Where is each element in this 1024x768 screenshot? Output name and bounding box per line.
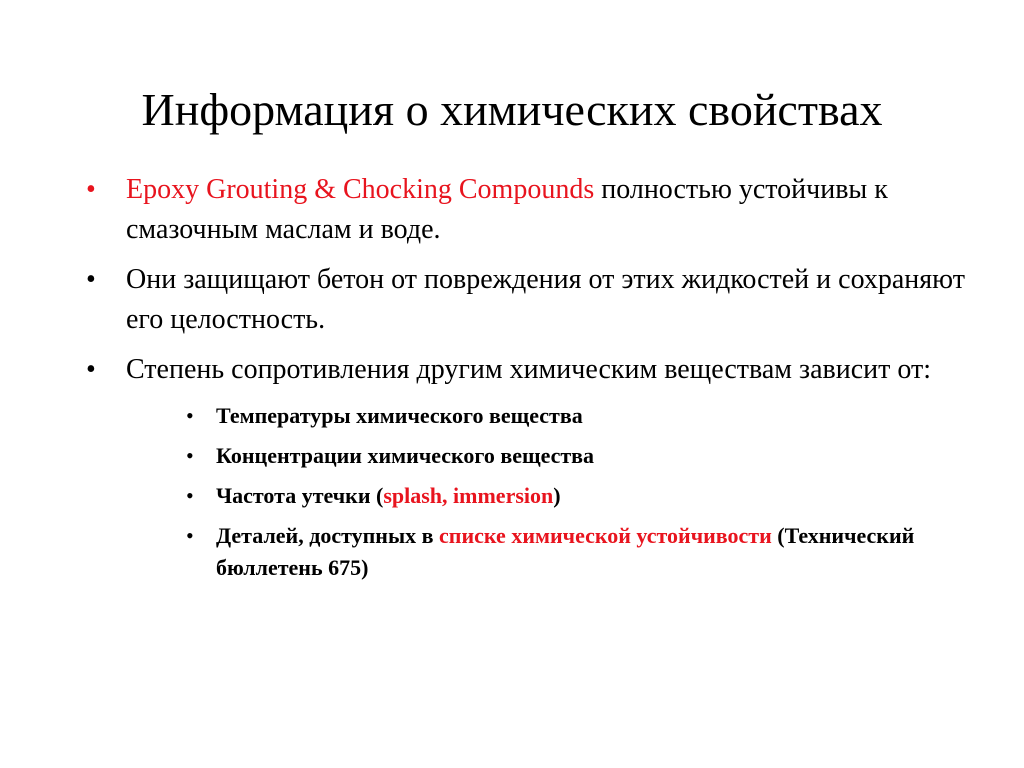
bullet-highlight: Epoxy Grouting & Chocking Compounds [126, 174, 595, 205]
sub-bullet-item [186, 440, 946, 472]
bullet-item [86, 170, 966, 250]
sub-bullet-marker: • [186, 483, 194, 508]
bullet-list [86, 170, 966, 594]
sub-bullet-text: Деталей, доступных в [216, 523, 440, 548]
bullet-text: полностью устойчивы к смазочным маслам и воде. [126, 174, 888, 245]
bullet-marker: • [86, 174, 96, 205]
sub-bullet-marker: • [186, 403, 194, 428]
slide-title: Информация о химических свойствах [141, 84, 883, 135]
bullet-text: Они защищают бетон от повреждения от этих жидкостей и сохраняют его целостность. [126, 264, 965, 335]
bullet-item [86, 260, 966, 340]
sub-bullet-list [186, 400, 946, 584]
sub-bullet-item [186, 480, 946, 512]
bullet-marker: • [86, 264, 96, 295]
sub-bullet-text: Температуры химического вещества [216, 403, 583, 428]
sub-bullet-marker: • [186, 523, 194, 548]
sub-bullet-text: ) [553, 483, 561, 508]
sub-bullet-item [186, 400, 946, 432]
sub-bullet-highlight: splash, immersion [383, 483, 554, 508]
bullet-marker: • [86, 354, 96, 385]
sub-bullet-text: (Технический бюллетень 675) [216, 523, 915, 580]
sub-bullet-highlight: списке химической устойчивости [439, 523, 772, 548]
bullet-text: Степень сопротивления другим химическим веществам зависит от: [126, 354, 932, 385]
sub-bullet-text: Частота утечки ( [216, 483, 384, 508]
sub-bullet-item [186, 520, 946, 584]
sub-bullet-marker: • [186, 443, 194, 468]
sub-bullet-text: Концентрации химического вещества [216, 443, 595, 468]
bullet-item [86, 350, 966, 584]
